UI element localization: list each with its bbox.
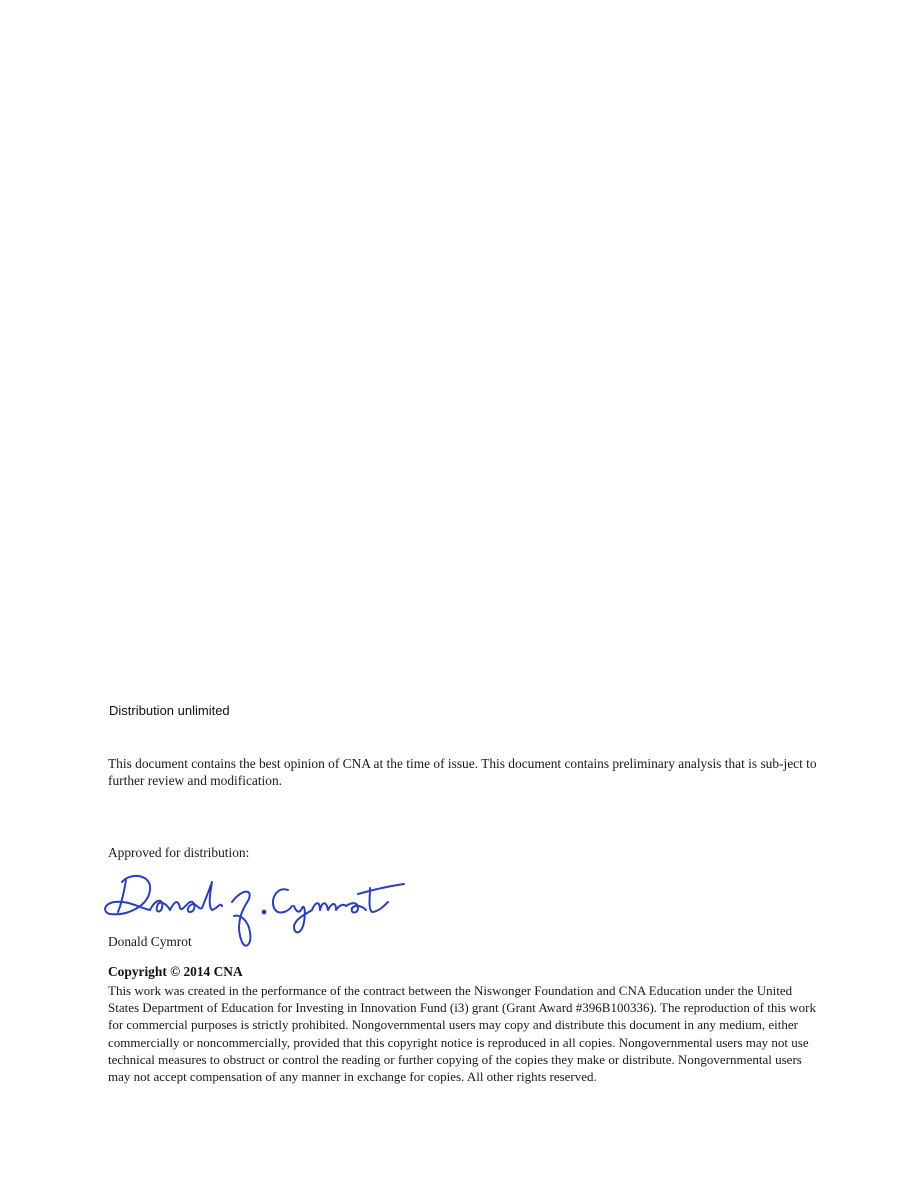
signatory-name: Donald Cymrot [108,934,192,949]
distribution-statement: Distribution unlimited [109,703,230,718]
copyright-heading: Copyright © 2014 CNA [108,964,243,979]
disclaimer-notice: This document contains the best opinion of CNA at the time of issue. This document contains preliminary analysis that is sub-ject to further review and modification. [108,756,817,788]
approval-label: Approved for distribution: [108,845,250,860]
copyright-body: This work was created in the performance of the contract between the Niswonger Foundation and CNA Education under the United States Department of Education for Investing in Innovation Fund (i3) grant (Grant Award #396B100336). The reproduction of this work for commercial purposes is strictly prohibited. Nongovernmental users may copy and distribute this document in any medium, either commercially or noncommercially, provided that this copyright notice is reproduced in all copies. Nongovernmental users may not use technical measures to obstruct or control the reading or further copying of the copies they make or distribute. Nongovernmental users may not accept compensation of any manner in exchange for copies. All other rights reserved. [108,983,817,1085]
